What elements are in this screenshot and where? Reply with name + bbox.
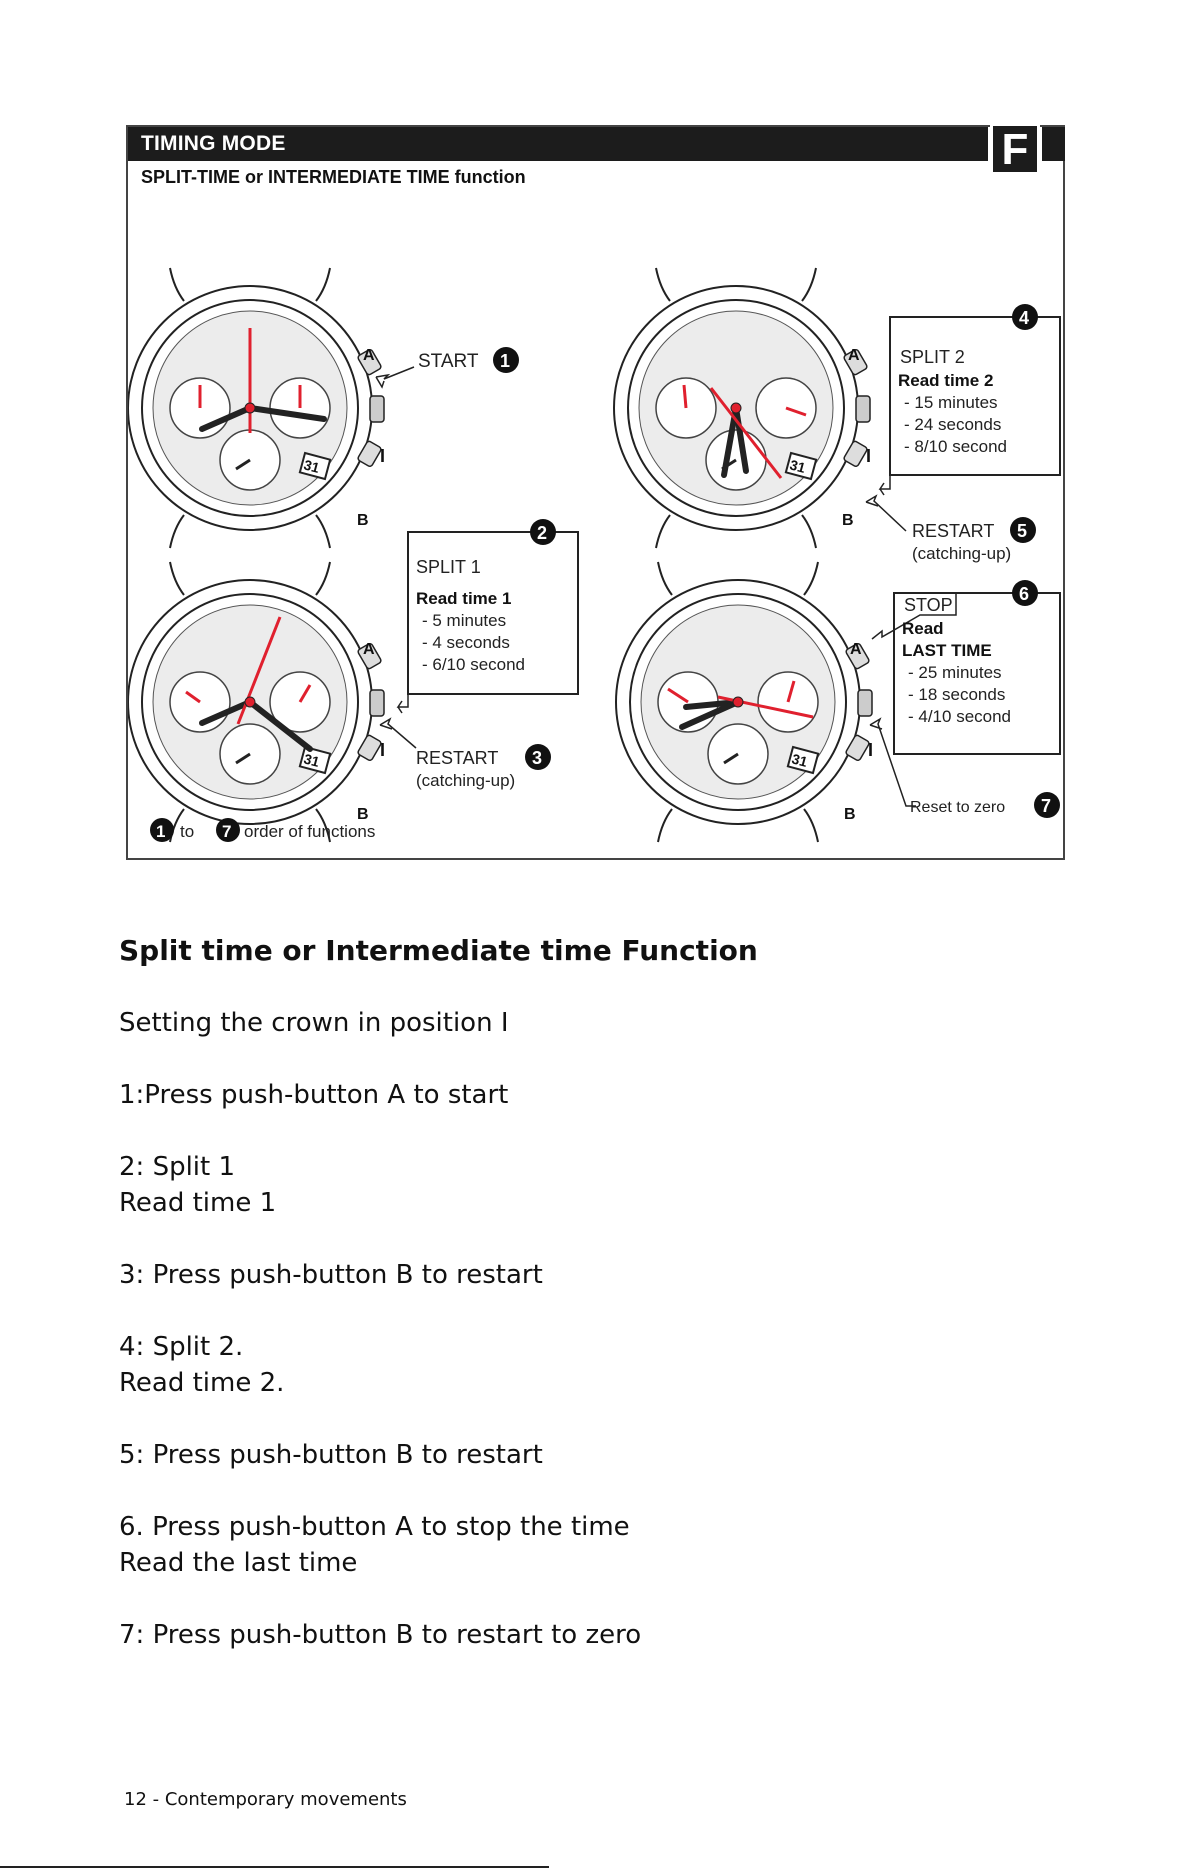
split2-line-1: - 15 minutes <box>904 393 998 412</box>
date-window-4: 31 <box>790 750 810 770</box>
restart1-sub: (catching-up) <box>416 771 516 790</box>
step3-number: 3 <box>532 748 543 768</box>
watch3-label-a: A <box>363 641 375 658</box>
watch4-crown-label: I <box>868 740 874 760</box>
watch-stop <box>616 562 872 842</box>
watch-split1 <box>128 562 384 842</box>
watch4-label-a: A <box>850 641 862 658</box>
split1-read: Read time 1 <box>416 589 512 608</box>
figure-header-title: TIMING MODE <box>141 132 286 155</box>
instruction-line: 6. Press push-button A to stop the time <box>119 1512 630 1542</box>
date-window-1: 31 <box>302 456 322 476</box>
instruction-line: 7: Press push-button B to restart to zero <box>119 1620 642 1650</box>
split2-line-2: - 24 seconds <box>904 415 1002 434</box>
instruction-line: Setting the crown in position I <box>119 1008 509 1038</box>
stop-line-3: - 4/10 second <box>908 707 1012 726</box>
legend-to-number: 7 <box>222 822 232 841</box>
step2-number: 2 <box>537 523 548 543</box>
date-window-2: 31 <box>788 456 808 476</box>
timing-mode-figure <box>126 125 1065 860</box>
watch1-label-b: B <box>357 512 369 529</box>
start-label: START <box>418 351 479 372</box>
figure-section-letter: F <box>990 123 1040 175</box>
watch-start <box>128 268 384 548</box>
instruction-line: Read the last time <box>119 1548 358 1578</box>
step7-number: 7 <box>1041 796 1052 816</box>
watch2-crown-label: I <box>866 446 872 466</box>
instruction-line: 5: Press push-button B to restart <box>119 1440 543 1470</box>
watch-split2 <box>614 268 870 548</box>
instruction-line: 3: Press push-button B to restart <box>119 1260 543 1290</box>
stop-line-2: - 18 seconds <box>908 685 1006 704</box>
figure-subtitle: SPLIT-TIME or INTERMEDIATE TIME function <box>141 167 526 187</box>
legend-text: order of functions <box>244 822 376 841</box>
reset-label: Reset to zero <box>910 799 1006 816</box>
figure-illustration <box>128 127 1063 858</box>
restart2-sub: (catching-up) <box>912 544 1012 563</box>
legend-from-number: 1 <box>156 822 166 841</box>
split2-line-3: - 8/10 second <box>904 437 1008 456</box>
instruction-line: 2: Split 1 <box>119 1152 236 1182</box>
watch1-crown-label: I <box>380 446 386 466</box>
step6-number: 6 <box>1019 584 1030 604</box>
split1-title: SPLIT 1 <box>416 557 481 577</box>
legend-to-word: to <box>180 822 195 841</box>
instruction-line: 1:Press push-button A to start <box>119 1080 509 1110</box>
split2-title: SPLIT 2 <box>900 347 965 367</box>
watch3-crown-label: I <box>380 740 386 760</box>
step4-number: 4 <box>1019 308 1030 328</box>
watch2-label-b: B <box>842 512 854 529</box>
instruction-line: Read time 2. <box>119 1368 285 1398</box>
step1-number: 1 <box>500 351 511 371</box>
instruction-line: 4: Split 2. <box>119 1332 244 1362</box>
watch2-label-a: A <box>848 347 860 364</box>
date-window-3: 31 <box>302 750 322 770</box>
restart2-label: RESTART <box>912 521 995 541</box>
watch3-label-b: B <box>357 806 369 823</box>
stop-title: STOP <box>904 595 953 615</box>
split2-read: Read time 2 <box>898 371 994 390</box>
section-heading: Split time or Intermediate time Function <box>119 934 758 967</box>
split1-line-1: - 5 minutes <box>422 611 507 630</box>
stop-read: Read <box>902 619 944 638</box>
watch4-label-b: B <box>844 806 856 823</box>
restart1-label: RESTART <box>416 748 499 768</box>
stop-line-1: - 25 minutes <box>908 663 1002 682</box>
page-footer: 12 - Contemporary movements <box>124 1789 407 1810</box>
instruction-line: Read time 1 <box>119 1188 277 1218</box>
watch1-label-a: A <box>363 347 375 364</box>
step5-number: 5 <box>1017 521 1028 541</box>
split1-line-2: - 4 seconds <box>422 633 510 652</box>
split1-line-3: - 6/10 second <box>422 655 526 674</box>
bottom-divider <box>0 1866 549 1868</box>
stop-last-time: LAST TIME <box>902 641 992 660</box>
